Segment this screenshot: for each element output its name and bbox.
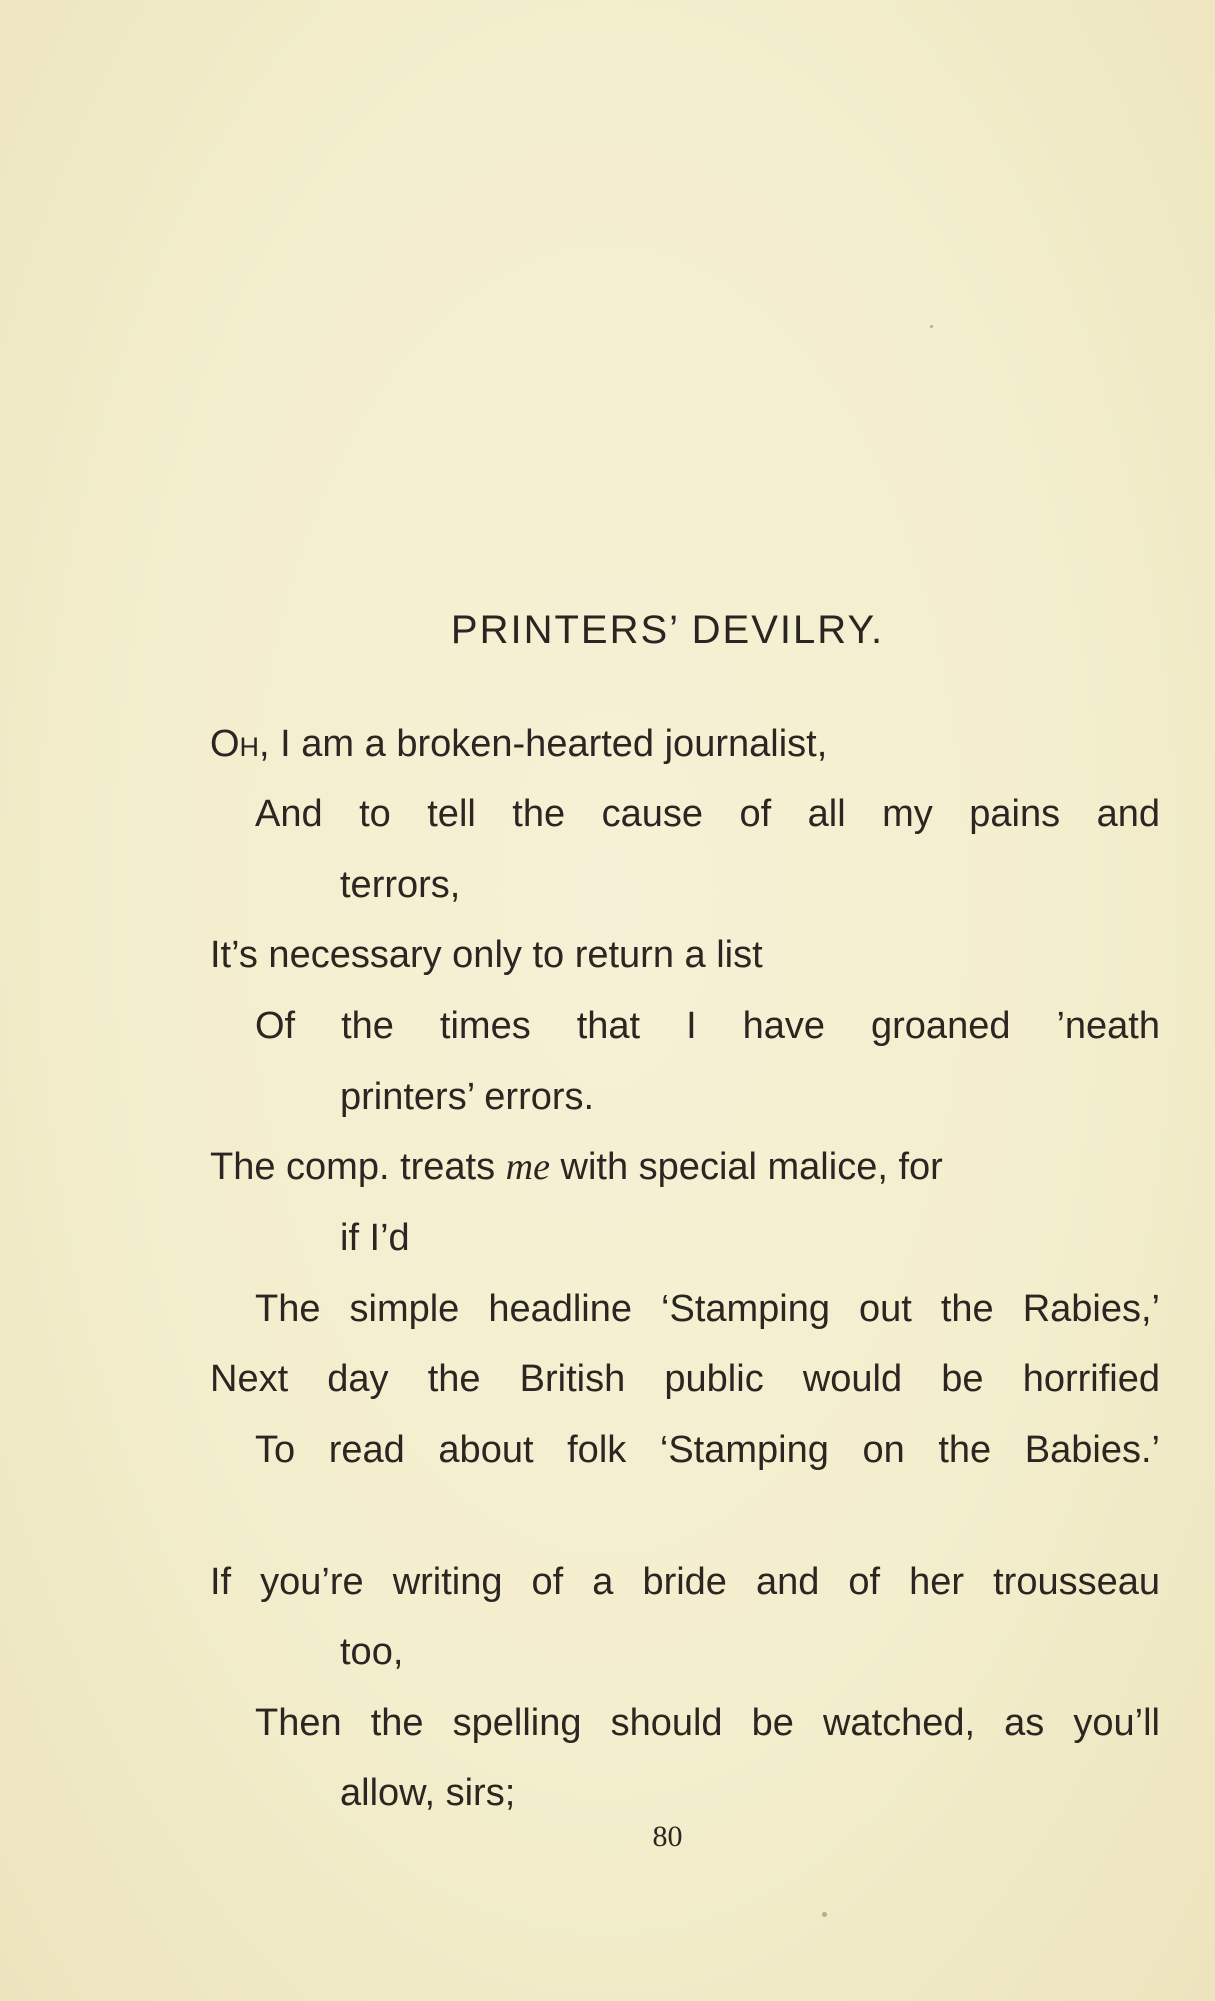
poem-line: To read about folk ‘Stamping on the Babies.’: [255, 1429, 1160, 1471]
drop-word: Oh,: [210, 723, 270, 765]
paper-speck: [822, 1912, 827, 1917]
poem-line-text: [210, 1145, 943, 1189]
poem-line: printers’ errors.: [340, 1076, 595, 1118]
poem-line: if I’d: [340, 1217, 410, 1259]
poem-line: Then the spelling should be watched, as you’ll: [255, 1702, 1160, 1744]
paper-speck: [930, 325, 933, 328]
poem-line-part: The comp. treats: [210, 1146, 506, 1188]
poem-line: allow, sirs;: [340, 1772, 516, 1814]
poem-line: terrors,: [340, 864, 461, 906]
poem-line: The simple headline ‘Stamping out the Rabies,’: [255, 1288, 1160, 1330]
poem-line-part: with special malice, for: [549, 1146, 943, 1188]
poem-line: [210, 1145, 1160, 1189]
poem-line: Of the times that I have groaned ’neath: [255, 1005, 1160, 1047]
poem-title: PRINTERS’ DEVILRY.: [450, 608, 885, 652]
poem-line: And to tell the cause of all my pains and: [255, 793, 1160, 835]
poem-line-text: I am a broken-hearted journalist,: [269, 723, 828, 765]
poem-line: It’s necessary only to return a list: [210, 934, 763, 976]
poem-line: Next day the British public would be horrified: [210, 1358, 1160, 1400]
emphasis-word: me: [505, 1146, 550, 1188]
poem-line: too,: [340, 1631, 404, 1673]
page-number: 80: [652, 1820, 683, 1853]
poem-line: If you’re writing of a bride and of her trousseau: [210, 1561, 1160, 1603]
poem-line: [210, 722, 827, 766]
